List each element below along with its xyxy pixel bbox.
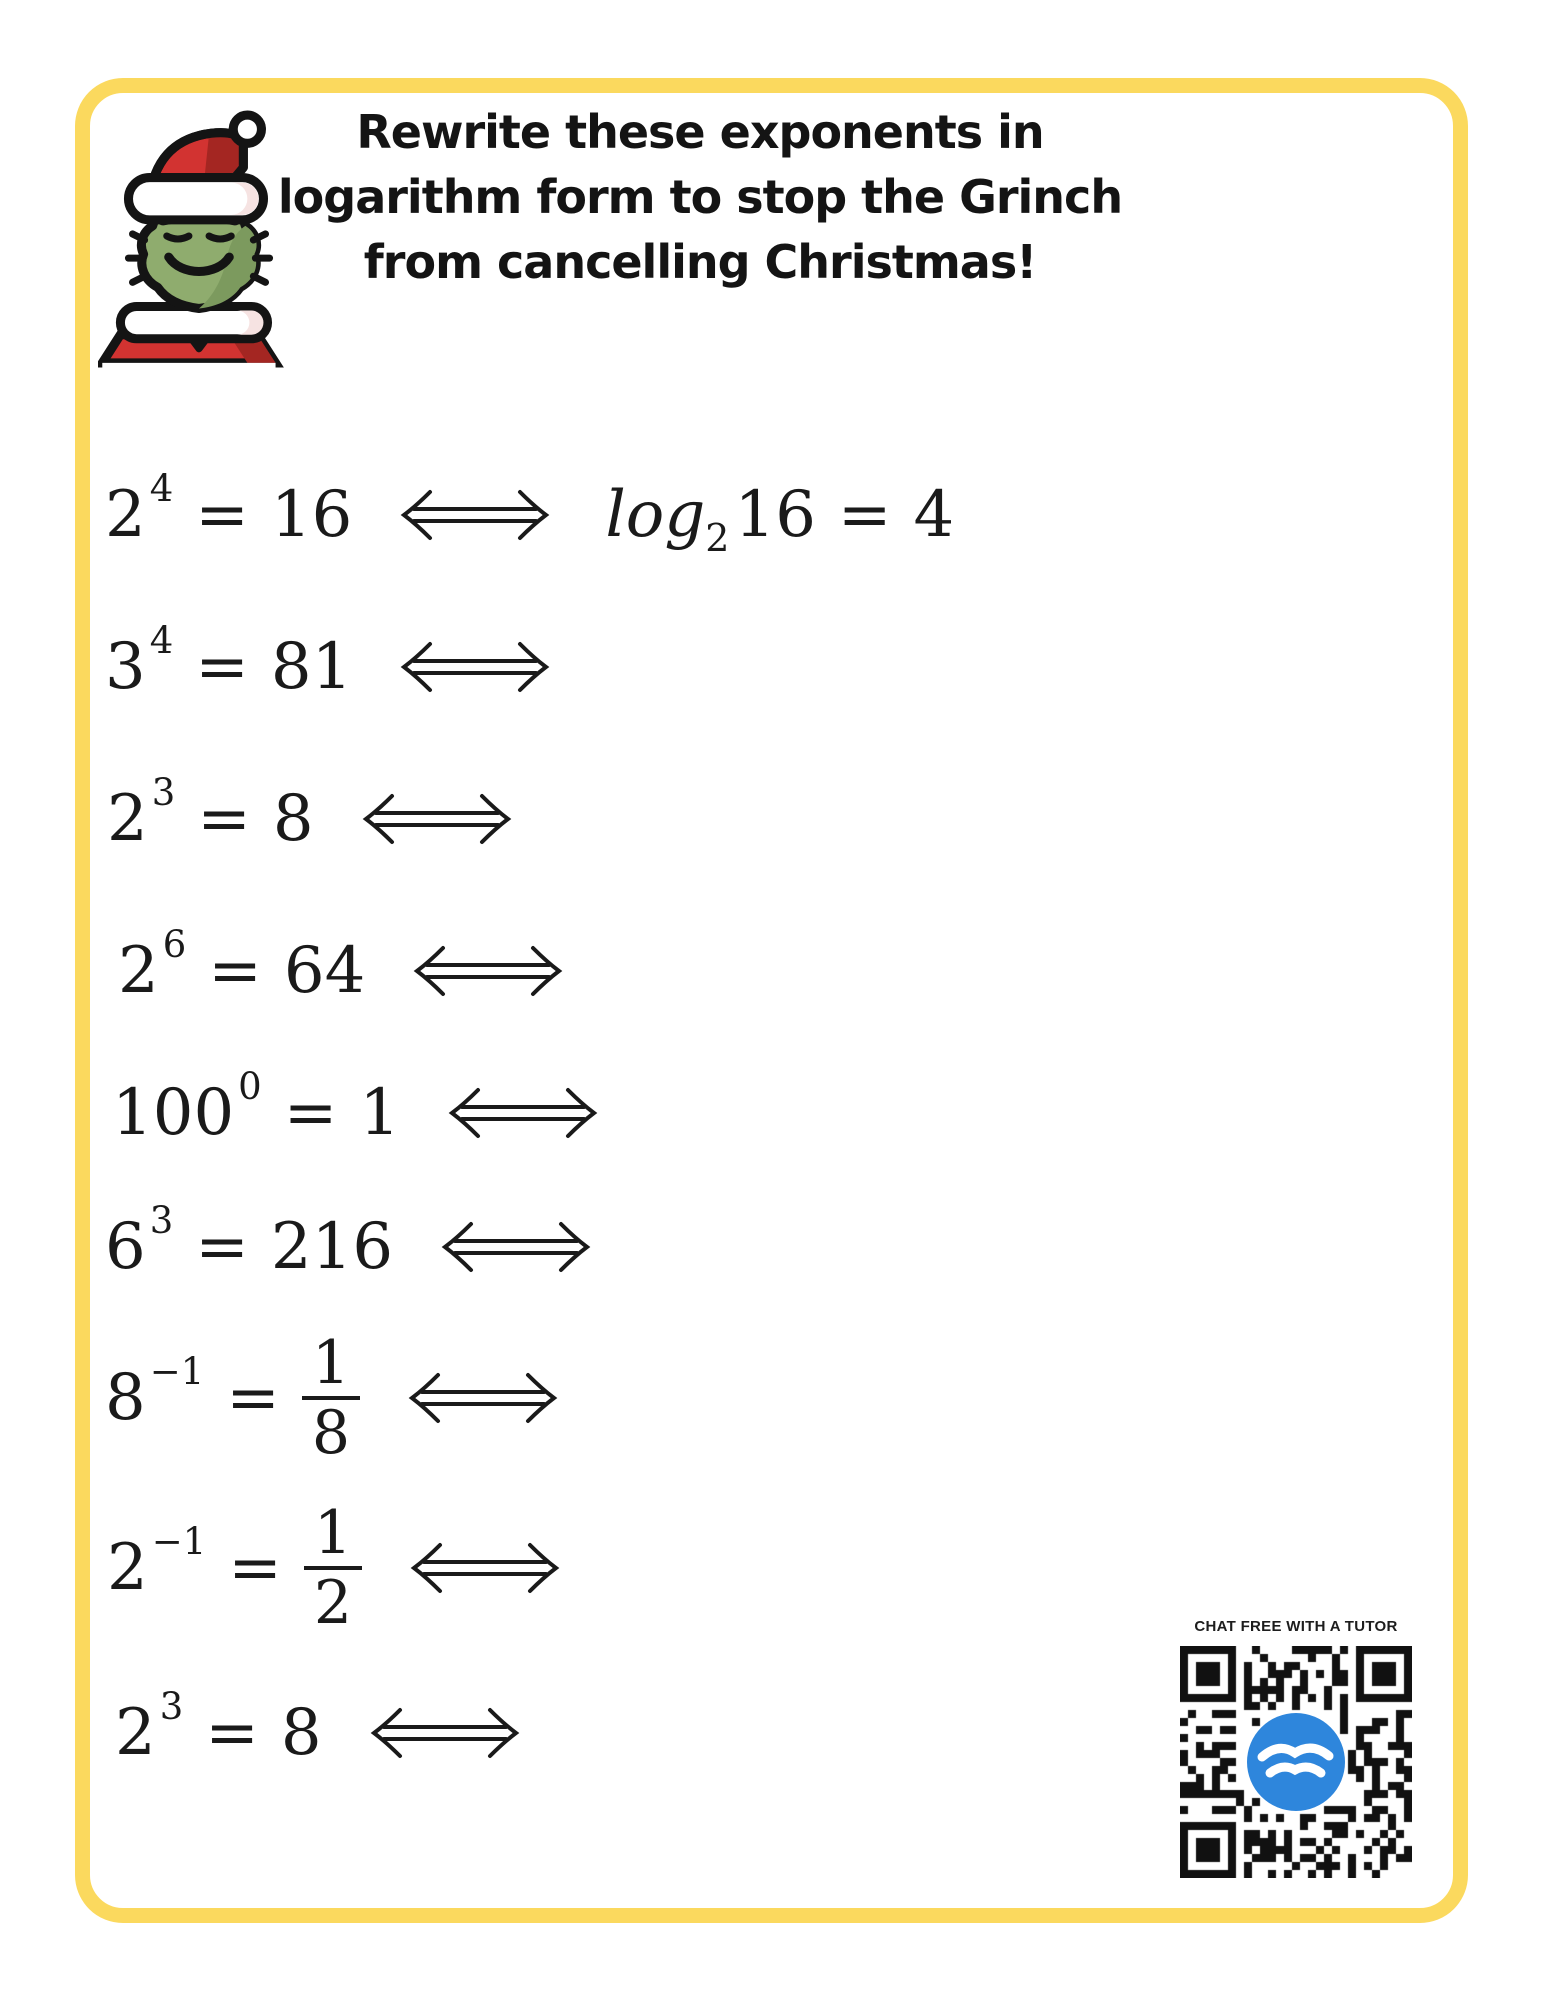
equals-sign: = [195, 630, 249, 704]
equation-row-4 [118, 916, 563, 1026]
equals-sign: = [195, 478, 249, 552]
iff-arrow-icon [408, 1370, 558, 1426]
exponent: 3 [149, 1198, 174, 1242]
equation-row-3 [107, 764, 512, 874]
grinch-body-crop [102, 363, 275, 368]
iff-arrow-icon [413, 943, 563, 999]
log-text: log [605, 478, 706, 552]
exponent: 6 [162, 922, 187, 966]
exponent: 3 [151, 770, 176, 814]
log-base: 2 [705, 516, 730, 560]
base: 2 [107, 782, 148, 856]
value: 81 [270, 630, 353, 704]
equals-sign: = [195, 1210, 249, 1284]
iff-arrow-icon [400, 639, 550, 695]
example-answer [605, 478, 955, 560]
title-line-3: from cancelling Christmas! [363, 235, 1037, 289]
title-line-2: logarithm form to stop the Grinch [277, 170, 1123, 224]
fraction [302, 1330, 360, 1466]
equals-sign: = [228, 1531, 282, 1605]
value: 8 [272, 782, 314, 856]
equation-row-7 [105, 1313, 558, 1483]
equals-sign: = [205, 1696, 259, 1770]
base: 2 [118, 934, 159, 1008]
equals-sign: = [197, 782, 251, 856]
tutor-logo-icon [1245, 1711, 1347, 1813]
exponent: −1 [151, 1519, 207, 1563]
iff-arrow-icon [400, 487, 550, 543]
equation-row-5 [112, 1058, 598, 1168]
equals-sign: = [208, 934, 262, 1008]
equation-row-9 [115, 1678, 520, 1788]
page-title [250, 100, 1150, 295]
base: 3 [105, 630, 146, 704]
iff-arrow-icon [448, 1085, 598, 1141]
qr-label: CHAT FREE WITH A TUTOR [1194, 1618, 1398, 1635]
exponent: 4 [149, 618, 174, 662]
exponent: 4 [149, 466, 174, 510]
title-line-1: Rewrite these exponents in [356, 105, 1044, 159]
exponent: −1 [149, 1349, 205, 1393]
equals-sign: = [837, 478, 892, 552]
equals-sign: = [283, 1076, 338, 1150]
value: 64 [283, 934, 366, 1008]
fraction [304, 1500, 362, 1636]
iff-arrow-icon [362, 791, 512, 847]
base: 2 [107, 1531, 148, 1605]
base: 2 [115, 1696, 156, 1770]
denominator: 2 [313, 1568, 353, 1638]
equals-sign: = [226, 1361, 280, 1435]
equation-row-2 [105, 612, 550, 722]
log-arg: 16 [734, 478, 816, 552]
value: 16 [270, 478, 353, 552]
base: 6 [105, 1210, 146, 1284]
base: 2 [105, 478, 146, 552]
exponent: 0 [238, 1064, 262, 1108]
iff-arrow-icon [410, 1540, 560, 1596]
answer-value: 4 [913, 478, 955, 552]
numerator: 1 [302, 1330, 360, 1400]
equation-row-1 [105, 460, 954, 570]
value: 216 [270, 1210, 394, 1284]
equation-row-6 [105, 1192, 591, 1302]
iff-arrow-icon [441, 1219, 591, 1275]
value: 8 [280, 1696, 322, 1770]
numerator: 1 [304, 1500, 362, 1570]
iff-arrow-icon [370, 1705, 520, 1761]
denominator: 8 [311, 1398, 351, 1468]
exponent: 3 [159, 1684, 184, 1728]
base: 8 [105, 1361, 146, 1435]
base: 100 [112, 1076, 235, 1150]
value: 1 [359, 1076, 401, 1150]
equation-row-8 [107, 1483, 560, 1653]
